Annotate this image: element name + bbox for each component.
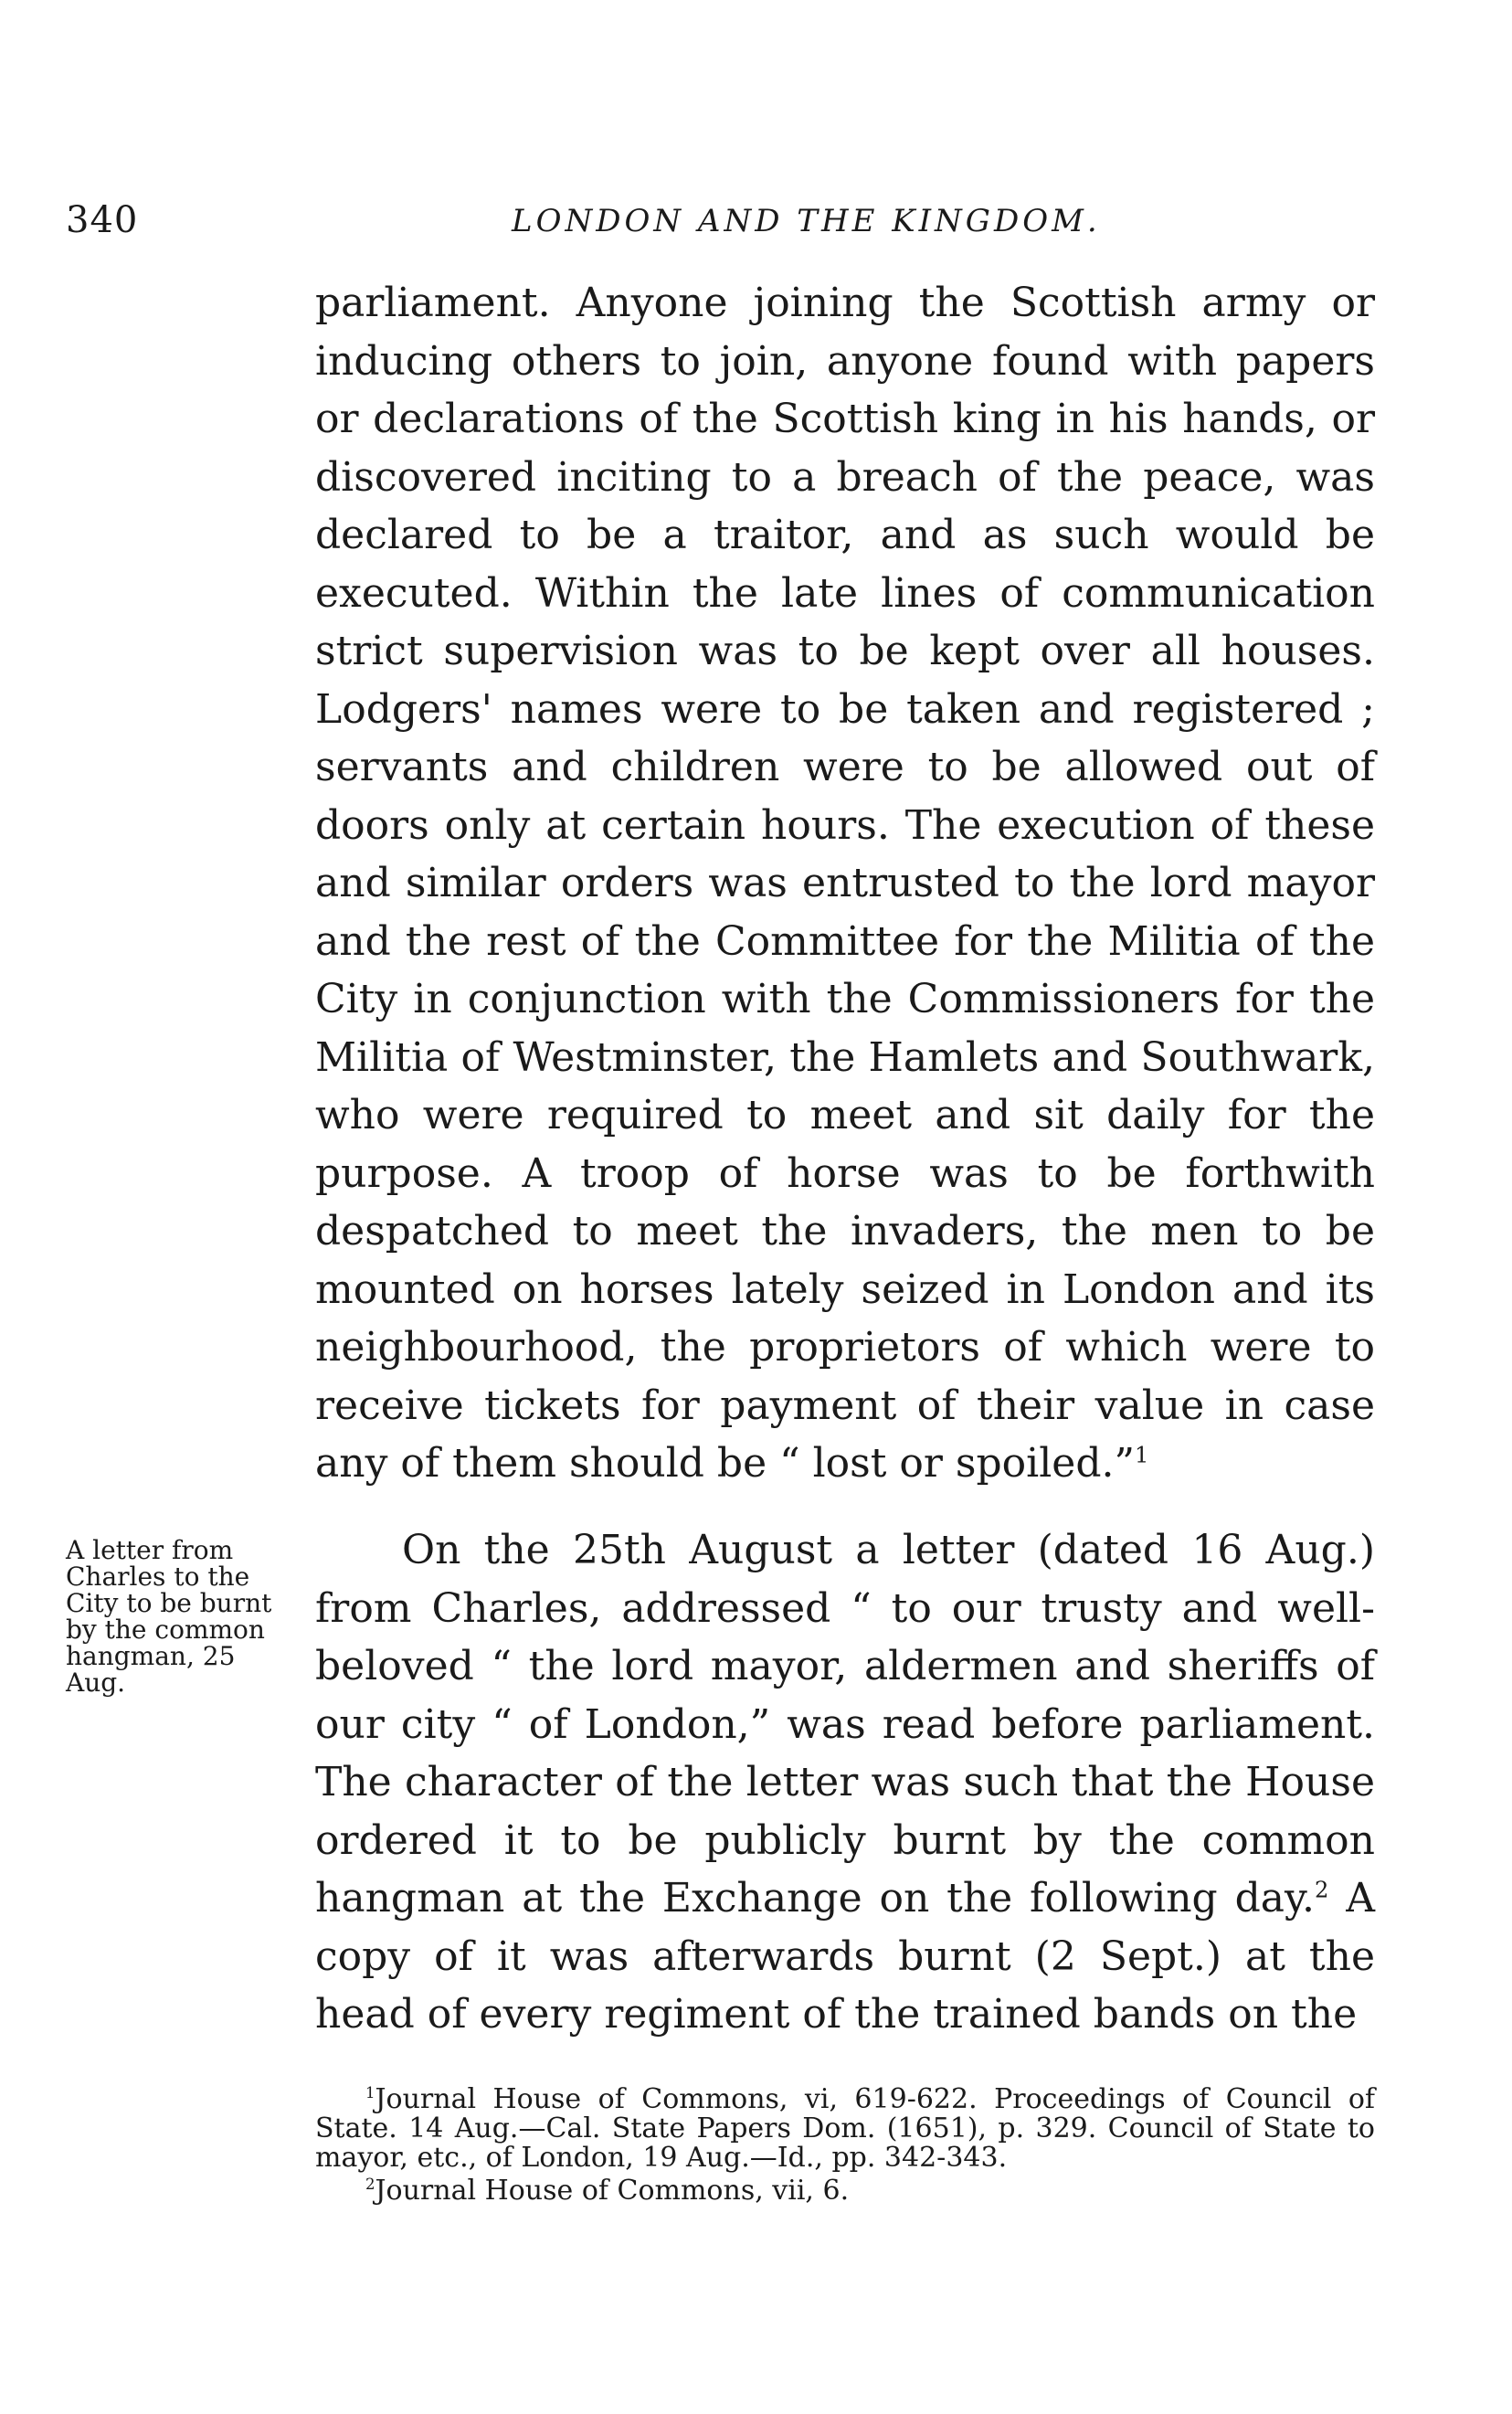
footnotes xyxy=(315,2085,1375,2206)
margin-note: A letter from Charles to the City to be burnt by the common hangman, 25 Aug. xyxy=(66,1535,272,1698)
running-title: LONDON AND THE KINGDOM. xyxy=(512,203,1101,239)
footnote-1-text: Journal House of Commons, vi, 619-622. Proceedings of Council of State. 14 Aug.—Cal. State Papers Dom. (1651), p. 329. Council of State to mayor, etc., of London, 19 Aug.—Id., pp. 342-343. xyxy=(315,2083,1375,2174)
footnote-ref-1: 1 xyxy=(1134,1442,1149,1468)
paragraph-2-continuation: A copy of it was afterwards burnt (2 Sept.) at the head of every regiment of the trained bands on the xyxy=(315,1875,1375,2038)
footnote-2-marker: 2 xyxy=(365,2176,375,2193)
footnote-1 xyxy=(315,2085,1375,2173)
paragraph-2 xyxy=(315,1521,1375,2044)
page-number: 340 xyxy=(66,199,139,241)
footnote-2-text: Journal House of Commons, vii, 6. xyxy=(375,2175,850,2207)
paragraph-1-text: parliament. Anyone joining the Scottish army or inducing others to join, anyone found with papers or declarations of the Scottish king in his hands, or discovered inciting to a breach of the peace, was declared to be a traitor, and as such would be executed. Within the late lines of communication strict supervision was to be kept over all houses. Lodgers' names were to be taken and registered ; servants and children were to be allowed out of doors only at certain hours. The execution of these and similar orders was entrusted to the lord mayor and the rest of the Committee for the Militia of the City in conjunction with the Commissioners for the Militia of Westminster, the Hamlets and Southwark, who were required to meet and sit daily for the purpose. A troop of horse was to be forthwith despatched to meet the invaders, the men to be mounted on horses lately seized in London and its neighbourhood, the proprietors of which were to receive tickets for payment of their value in case any of them should be “ lost or spoiled.” xyxy=(315,280,1375,1487)
paragraph-1 xyxy=(315,274,1375,1493)
footnote-2 xyxy=(315,2176,1375,2206)
footnote-ref-2: 2 xyxy=(1314,1877,1329,1903)
footnote-1-marker: 1 xyxy=(365,2084,375,2102)
paragraph-2-text: On the 25th August a letter (dated 16 Aug.) from Charles, addressed “ to our trusty and well-beloved “ the lord mayor, aldermen and sheriffs of our city “ of London,” was read before parliament. The character of the letter was such that the House ordered it to be publicly burnt by the common hangman at the Exchange on the following day. xyxy=(315,1527,1375,1922)
